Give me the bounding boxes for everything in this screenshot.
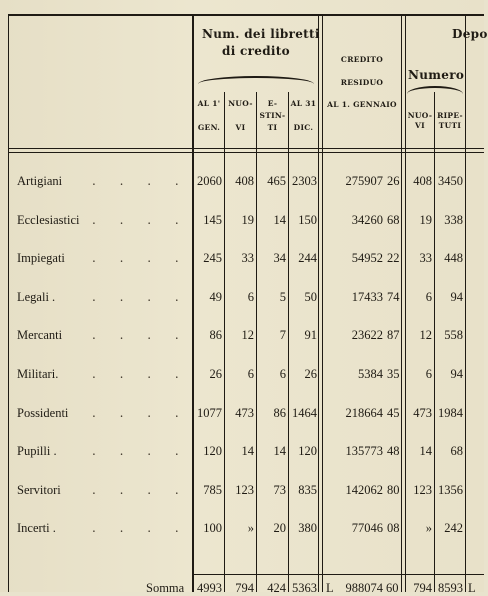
leader-dots: . . . . [92,213,189,227]
cell-nuovi: 19 [241,213,254,227]
cell-cent: 22 [387,251,400,265]
cell-nuovi: 14 [241,444,254,458]
header-rule-1 [8,148,484,149]
cell-dep-nuovi: 33 [419,251,432,265]
cell-estinti: 5 [279,290,286,304]
total-credito: 988074 [345,581,383,595]
cell-dep-rip: 338 [444,213,463,227]
cell-credito: 23622 [351,328,383,342]
credito-line3: AL 1. GENNAIO [327,100,397,109]
cell-credito: 5384 [358,367,383,381]
cell-dep-nuovi: 6 [425,367,432,381]
leader-dots: . . . . [92,251,189,265]
credito-rule-a [401,14,402,592]
col-estinti-line1: E- [267,99,278,108]
row-label: Impiegati [17,251,65,265]
dep-ripetuti-line2: TUTI [438,121,462,130]
top-rule [8,14,484,16]
libretti-brace [198,76,314,84]
libretti-title-line2: di credito [222,44,290,58]
row-label: Militari. [17,367,59,381]
leader-dots: . . . . [92,328,189,342]
cell-dep-rip: 94 [450,290,463,304]
cell-cent: 48 [387,444,400,458]
cell-nuovi: 6 [247,367,254,381]
cell-credito: 275907 [345,174,383,188]
col-al1-line1: AL 1' [197,99,221,108]
row-label: Legali . [17,290,56,304]
cell-estinti: 73 [273,483,286,497]
cell-al1: 49 [209,290,222,304]
cell-cent: 74 [387,290,400,304]
cell-dep-nuovi: 19 [419,213,432,227]
cell-dep-rip: 1984 [438,406,463,420]
cell-dep-rip: 558 [444,328,463,342]
cell-nuovi: 473 [235,406,254,420]
cell-dep-nuovi: 408 [413,174,432,188]
cell-nuovi: 123 [235,483,254,497]
row-label: Ecclesiastici [17,213,80,227]
cell-al31: 835 [298,483,317,497]
col-estinti-line3: TI [267,123,278,132]
cell-dep-rip: 1356 [438,483,463,497]
leader-dots: . . . . [92,521,189,535]
col-al31-line2: DIC. [293,123,314,132]
cell-nuovi: 6 [247,290,254,304]
cell-nuovi: 12 [241,328,254,342]
cell-estinti: 14 [273,444,286,458]
cell-al1: 245 [203,251,222,265]
cell-dep-nuovi: 12 [419,328,432,342]
cell-credito: 142062 [345,483,383,497]
leader-dots: . . . . [92,367,189,381]
leader-dots: . . . . [92,174,189,188]
col-al31-line1: AL 31 [290,99,317,108]
total-nuovi: 794 [235,581,254,595]
total-cent: 60 [386,581,399,595]
cell-estinti: 465 [267,174,286,188]
col-al1-line2: GEN. [197,123,221,132]
cell-credito: 135773 [345,444,383,458]
cell-al1: 785 [203,483,222,497]
leader-dots: . . . . [92,444,189,458]
dep-rule-right [465,14,466,592]
row-label: Servitori [17,483,61,497]
total-al1: 4993 [197,581,222,595]
leader-dots: . . . . [92,483,189,497]
cell-dep-rip: 448 [444,251,463,265]
libretti-rule-a [318,14,319,592]
cell-al31: 91 [304,328,317,342]
cell-al31: 150 [298,213,317,227]
cell-al31: 50 [304,290,317,304]
cell-cent: 45 [387,406,400,420]
row-label: Artigiani [17,174,63,188]
cell-al1: 120 [203,444,222,458]
cell-cent: 08 [387,521,400,535]
row-label: Mercanti [17,328,63,342]
cell-credito: 54952 [351,251,383,265]
cell-dep-nuovi: » [425,521,432,535]
cell-cent: 80 [387,483,400,497]
cell-dep-nuovi: 14 [419,444,432,458]
cell-dep-rip: 94 [450,367,463,381]
cell-dep-rip: 68 [450,444,463,458]
cell-al31: 26 [304,367,317,381]
credito-line2: RESIDUO [340,78,384,87]
cell-al1: 1077 [197,406,222,420]
cell-cent: 68 [387,213,400,227]
total-tail: L [468,581,476,595]
cell-estinti: 6 [279,367,286,381]
cell-nuovi: 33 [241,251,254,265]
cell-estinti: 14 [273,213,286,227]
total-label: Somma [146,581,185,595]
cell-credito: 34260 [351,213,383,227]
total-rule [193,574,484,575]
cell-al1: 145 [203,213,222,227]
cell-dep-nuovi: 6 [425,290,432,304]
dep-ripetuti-line1: RIPE- [437,111,463,120]
cell-nuovi: 408 [235,174,254,188]
cell-dep-rip: 3450 [438,174,463,188]
total-credito-prefix: L [326,581,334,595]
cell-cent: 35 [387,367,400,381]
cell-nuovi: » [247,521,254,535]
numero-brace [407,86,463,94]
cell-credito: 218664 [345,406,383,420]
col-estinti-line2: STIN- [259,111,286,120]
cell-al31: 1464 [292,406,317,420]
cell-al1: 86 [209,328,222,342]
total-dep-rip: 8593 [438,581,463,595]
row-label: Incerti . [17,521,56,535]
cell-dep-rip: 242 [444,521,463,535]
cell-al31: 2303 [292,174,317,188]
col-nuovi-line2: VI [235,123,246,132]
dep-nuovi-line1: NUO- [407,111,433,120]
libretti-title-line1: Num. dei libretti [202,27,320,41]
cell-dep-nuovi: 473 [413,406,432,420]
cell-cent: 26 [387,174,400,188]
dep-nuovi-line2: VI [415,121,425,130]
row-label: Pupilli . [17,444,57,458]
cell-credito: 17433 [351,290,383,304]
cell-al31: 244 [298,251,317,265]
cell-estinti: 7 [279,328,286,342]
total-dep-nuovi: 794 [413,581,432,595]
header-rule-2 [8,152,484,153]
cell-al1: 2060 [197,174,222,188]
cell-al31: 120 [298,444,317,458]
cell-al31: 380 [298,521,317,535]
numero-title: Numero [408,68,465,82]
cell-dep-nuovi: 123 [413,483,432,497]
cell-credito: 77046 [351,521,383,535]
left-border [8,14,9,592]
leader-dots: . . . . [92,406,189,420]
credito-line1: CREDITO [340,55,384,64]
col-nuovi-line1: NUO- [228,99,253,108]
total-estinti: 424 [267,581,286,595]
total-al31: 5363 [292,581,317,595]
leader-dots: . . . . [92,290,189,304]
cell-estinti: 86 [273,406,286,420]
depositi-title: Depo [452,27,488,41]
cell-estinti: 20 [273,521,286,535]
row-label: Possidenti [17,406,69,420]
cell-al1: 26 [209,367,222,381]
cell-estinti: 34 [273,251,286,265]
cell-al1: 100 [203,521,222,535]
cell-cent: 87 [387,328,400,342]
